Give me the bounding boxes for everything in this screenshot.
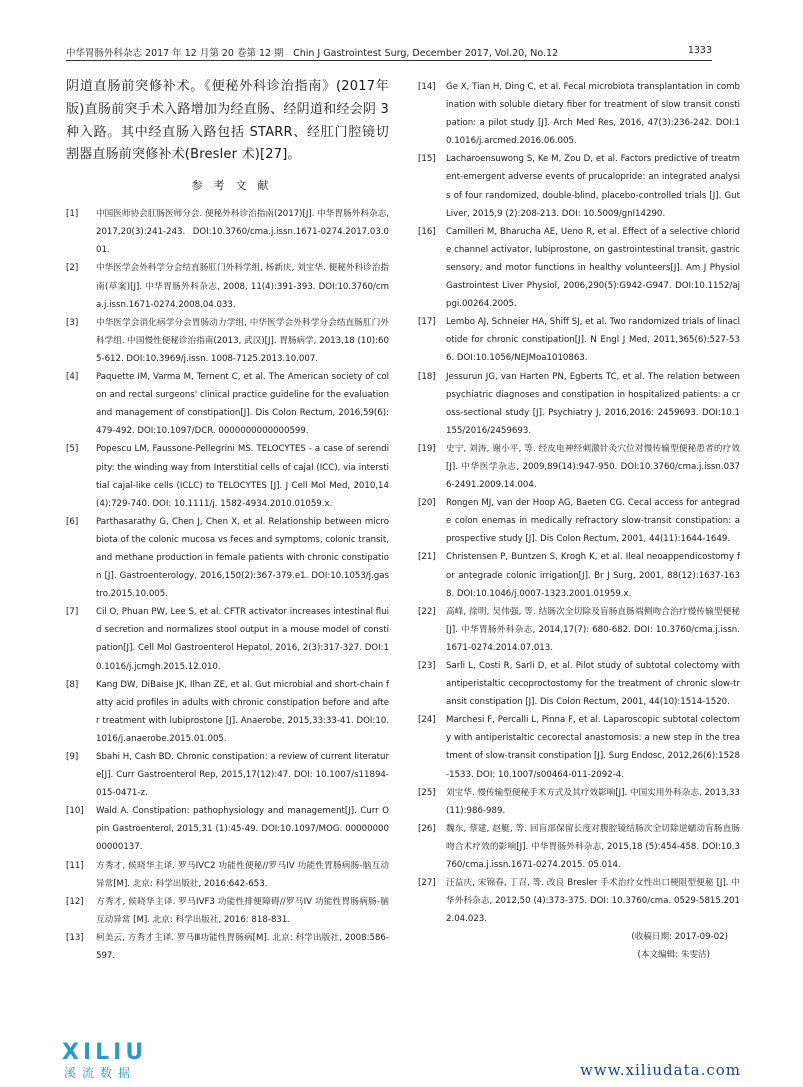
reference-text: Camilleri M, Bharucha AE, Ueno R, et al. Effect of a selective chloride channel activator, lubiprostone, on gastrointestinal transit, gastric sensory, and motor functions in healthy volunteers[J]. Am J Physiol Gastrointest Liver Physiol, 2006,290(5):G942-G947. DOI:10.1152/ajpgi.00264.2005. xyxy=(446,226,740,310)
website-link[interactable]: www.xiliudata.com xyxy=(580,1061,741,1079)
reference-item xyxy=(418,313,740,367)
reference-item xyxy=(66,368,389,440)
reference-text: Rongen MJ, van der Hoop AG, Baeten CG. Cecal access for antegrade colon enemas in medically refractory slow-transit constipation: a prospective study [J]. Dis Colon Rectum, 2001, 44(11):1644-1649. xyxy=(446,498,740,545)
reference-text: Ge X, Tian H, Ding C, et al. Fecal microbiota transplantation in combination with soluble dietary fiber for treatment of slow transit constipation: a pilot study [J]. Arch Med Res, 2016, 47(3):236-242. DOI:10.1016/j.arcmed.2016.06.005. xyxy=(446,82,740,147)
reference-number: [20] xyxy=(418,498,436,509)
reference-number: [17] xyxy=(418,317,436,328)
reference-item xyxy=(66,893,389,929)
reference-text: 中华医学会消化病学分会胃肠动力学组, 中华医学会外科学分会结直肠肛门外科学组. 中国慢性便秘诊治指南(2013, 武汉)[J]. 胃肠病学, 2013,18 (10):605-612. DOI:10.3969/j.issn. 1008-7125.2013.10.007. xyxy=(96,317,389,364)
logo-wordmark: XILIU xyxy=(62,1040,148,1065)
logo-subtitle: 溪流数据 xyxy=(64,1066,137,1080)
reference-number: [13] xyxy=(66,932,84,943)
reference-number: [5] xyxy=(66,444,79,455)
reference-number: [4] xyxy=(66,372,79,383)
reference-text: Christensen P, Buntzen S, Krogh K, et al. Ileal neoappendicostomy for antegrade colonic irrigation[J]. Br J Surg, 2001, 88(12):1637-1638. DOI:10.1046/j.0007-1323.2001.01959.x. xyxy=(446,552,740,599)
reference-number: [18] xyxy=(418,371,436,382)
reference-number: [1] xyxy=(66,209,79,220)
reference-number: [12] xyxy=(66,896,84,907)
reference-number: [15] xyxy=(418,154,436,165)
reference-text: Wald A. Constipation: pathophysiology and management[J]. Curr Opin Gastroenterol, 2015,31 (1):45-49. DOI:10.1097/MOG. 0000000000000137. xyxy=(96,806,389,853)
reference-item xyxy=(66,513,389,603)
reference-text: 方秀才, 候晓华主译. 罗马IVF3 功能性排便障碍//罗马IV 功能性胃肠病肠-脑互动异常 [M]. 北京: 科学出版社, 2016: 818-831. xyxy=(96,896,389,925)
reference-item xyxy=(418,820,740,874)
reference-text: 汪益庆, 宋锦春, 丁召, 等. 改良 Bresler 手术治疗女性出口梗阻型便秘 [J]. 中华外科杂志, 2012,50 (4):373-375. DOI: 10.3760/cma. 0529-5815.2012.04.023. xyxy=(446,878,740,925)
reference-text: Parthasarathy G, Chen J, Chen X, et al. Relationship between microbiota of the colonic mucosa vs feces and symptoms, colonic transit, and methane production in female patients with chronic constipation [J]. Gastroenterology, 2016,150(2):367-379.e1. DOI:10.1053/j.gastro.2015.10.005. xyxy=(96,516,389,600)
reference-number: [14] xyxy=(418,82,436,92)
reference-text: 柯美云, 方秀才主译. 罗马Ⅲ功能性胃肠病[M]. 北京: 科学出版社, 2008:586-597. xyxy=(96,932,389,962)
reference-item xyxy=(66,857,389,893)
reference-item xyxy=(66,929,389,965)
journal-citation: 中华胃肠外科杂志 2017 年 12 月第 20 卷第 12 期 Chin J Gastrointest Surg, December 2017, Vol.20, No.12 xyxy=(66,48,559,59)
reference-item xyxy=(418,657,740,711)
editor-credit: (本文编辑: 朱雯洁) xyxy=(637,950,710,961)
reference-item xyxy=(418,784,740,820)
reference-text: 刘宝华. 慢传输型便秘手术方式及其疗效影响[J]. 中国实用外科杂志, 2013,33(11):986-989. xyxy=(446,787,740,816)
reference-text: Kang DW, DiBaise JK, Ilhan ZE, et al. Gut microbial and short-chain fatty acid profiles in adults with chronic constipation before and after treatment with lubiprostone [J]. Anaerobe, 2015,33:33-41. DOI:10.1016/j.anaerobe.2015.01.005. xyxy=(96,679,389,744)
reference-text: 魏东, 蔡建, 赵艇, 等. 回盲部保留长度对腹腔镜结肠次全切除逆蠕动盲肠直肠吻合术疗效的影响[J]. 中华胃肠外科杂志, 2015,18 (5):454-458. DOI:10.3760/cma.j.issn.1671-0274.2015. 05.014. xyxy=(446,823,740,871)
reference-number: [22] xyxy=(418,606,436,617)
reference-text: Lembo AJ, Schneier HA, Shiff SJ, et al. Two randomized trials of linaclotide for chronic constipation[J]. N Engl J Med, 2011,365(6):527-536. DOI:10.1056/NEJMoa1010863. xyxy=(446,317,740,364)
article-dates xyxy=(418,928,740,964)
reference-item xyxy=(418,548,740,602)
reference-item xyxy=(418,368,740,440)
reference-item xyxy=(66,259,389,313)
reference-text: 中华医学会外科学分会结直肠肛门外科学组, 杨新庆, 刘宝华. 便秘外科诊治指南(草案)[J]. 中华胃肠外科杂志, 2008, 11(4):391-393. DOI:10.3760/cma.j.issn.1671-0274.2008.04.033. xyxy=(96,263,389,310)
reference-number: [26] xyxy=(418,823,436,834)
reference-item xyxy=(418,494,740,548)
reference-item xyxy=(66,440,389,512)
reference-item xyxy=(418,874,740,928)
reference-text: 方秀才, 候晓华主译. 罗马IVC2 功能性便秘//罗马IV 功能性胃肠病肠-脑互动异常[M]. 北京: 科学出版社, 2016:642-653. xyxy=(96,860,389,889)
reference-list-right xyxy=(418,78,740,928)
reference-number: [10] xyxy=(66,806,84,817)
page-number: 1333 xyxy=(687,45,712,56)
reference-item xyxy=(418,711,740,783)
reference-item xyxy=(66,802,389,856)
page-footer xyxy=(0,1030,803,1087)
reference-number: [3] xyxy=(66,317,79,328)
reference-item xyxy=(418,440,740,494)
reference-item xyxy=(66,748,389,802)
reference-number: [2] xyxy=(66,263,79,274)
reference-item xyxy=(418,150,740,222)
reference-text: Jessurun JG, van Harten PN, Egberts TC, et al. The relation between psychiatric diagnoses and constipation in hospitalized patients: a cross-sectional study [J]. Psychiatry J, 2016,2016: 2459693. DOI:10.1155/2016/2459693. xyxy=(446,371,740,436)
reference-item xyxy=(418,603,740,657)
reference-number: [24] xyxy=(418,715,436,726)
header-divider xyxy=(66,60,712,61)
reference-text: Paquette IM, Varma M, Ternent C, et al. The American society of colon and rectal surgeons' clinical practice guideline for the evaluation and management of constipation[J]. Dis Colon Rectum, 2016,59(6):479-492. DOI:10.1097/DCR. 0000000000000599. xyxy=(96,372,389,437)
reference-text: Lacharoensuwong S, Ke M, Zou D, et al. Factors predictive of treatment-emergent adverse events of prucalopride: an integrated analysis of four randomized, double-blind, placebo-controlled trials [J]. Gut Liver, 2015,9 (2):208-213. DOI: 10.5009/gnl14290. xyxy=(446,154,740,219)
reference-text: 中国医师协会肛肠医师分会. 便秘外科诊治指南(2017)[J]. 中华胃肠外科杂志, 2017,20(3):241-243. DOI:10.3760/cma.j.issn.1671-0274.2017.03.001. xyxy=(96,209,389,256)
reference-text: 史宁, 刘涛, 谢小平, 等. 经皮电神经刺激针灸穴位对慢传输型便秘患者的疗效[J]. 中华医学杂志, 2009,89(14):947-950. DOI:10.3760/cma.j.issn.0376-2491.2009.14.004. xyxy=(446,443,740,491)
reference-item xyxy=(66,314,389,368)
reference-text: Marchesi F, Percalli L, Pinna F, et al. Laparoscopic subtotal colectomy with antiperistaltic cecorectal anastomosis: a new step in the treatment of slow-transit constipation [J]. Surg Endosc, 2012,26(6):1528-1533. DOI: 10.1007/s00464-011-2092-4. xyxy=(446,715,740,780)
reference-text: Sarli L, Costi R, Sarli D, et al. Pilot study of subtotal colectomy with antiperistaltic cecoproctostomy for the treatment of chronic slow-transit constipation [J]. Dis Colon Rectum, 2001, 44(10):1514-1520. xyxy=(446,661,740,708)
reference-number: [6] xyxy=(66,516,79,527)
reference-number: [11] xyxy=(66,860,84,871)
reference-number: [19] xyxy=(418,443,436,454)
xiliu-logo[interactable] xyxy=(62,1040,148,1082)
reference-text: Sbahi H, Cash BD. Chronic constipation: a review of current literature[J]. Curr Gastroenterol Rep, 2015,17(12):47. DOI: 10.1007/s11894-015-0471-z. xyxy=(96,752,389,799)
body-paragraph: 阴道直肠前突修补术。《便秘外科诊治指南》(2017年版)直肠前突手术入路增加为经直肠、经阴道和经会阴 3 种入路。其中经直肠入路包括 STARR、经肛门腔镜切割器直肠前突修补术(Bresler 术)[27]。 xyxy=(66,79,389,163)
reference-number: [25] xyxy=(418,787,436,798)
reference-item xyxy=(66,603,389,675)
reference-number: [16] xyxy=(418,226,436,237)
left-column xyxy=(66,76,389,965)
reference-number: [8] xyxy=(66,679,79,690)
reference-item xyxy=(418,78,740,150)
reference-text: 高峰, 徐明, 吴伟强, 等. 结肠次全切除及盲肠直肠端侧吻合治疗慢传输型便秘 [J]. 中华胃肠外科杂志, 2014,17(7): 680-682. DOI: 10.3760/cma.j.issn.1671-0274.2014.07.013. xyxy=(446,606,740,653)
references-heading: 参考文献 xyxy=(191,179,280,193)
reference-item xyxy=(66,205,389,259)
reference-item xyxy=(418,223,740,313)
reference-number: [23] xyxy=(418,661,436,671)
reference-number: [21] xyxy=(418,552,436,563)
right-column xyxy=(418,78,740,964)
reference-text: Popescu LM, Faussone-Pellegrini MS. TELOCYTES - a case of serendipity: the winding way from Interstitial cells of cajal (ICC), via interstitial cajal-like cells (ICLC) to TELOCYTES [J]. J Cell Mol Med, 2010,14(4):729-740. DOI: 10.1111/j. 1582-4934.2010.01059.x. xyxy=(96,444,389,509)
reference-number: [7] xyxy=(66,607,79,618)
reference-item xyxy=(66,676,389,748)
reference-list-left xyxy=(66,205,389,965)
reference-number: [27] xyxy=(418,878,436,889)
running-header xyxy=(66,43,712,59)
received-date: (收稿日期: 2017-09-02) xyxy=(631,932,728,943)
reference-text: Cil O, Phuan PW, Lee S, et al. CFTR activator increases intestinal fluid secretion and normalizes stool output in a mouse model of constipation[J]. Cell Mol Gastroenterol Hepatol, 2016, 2(3):317-327. DOI:10.1016/j.jcmgh.2015.12.010. xyxy=(96,607,389,672)
reference-number: [9] xyxy=(66,752,79,762)
